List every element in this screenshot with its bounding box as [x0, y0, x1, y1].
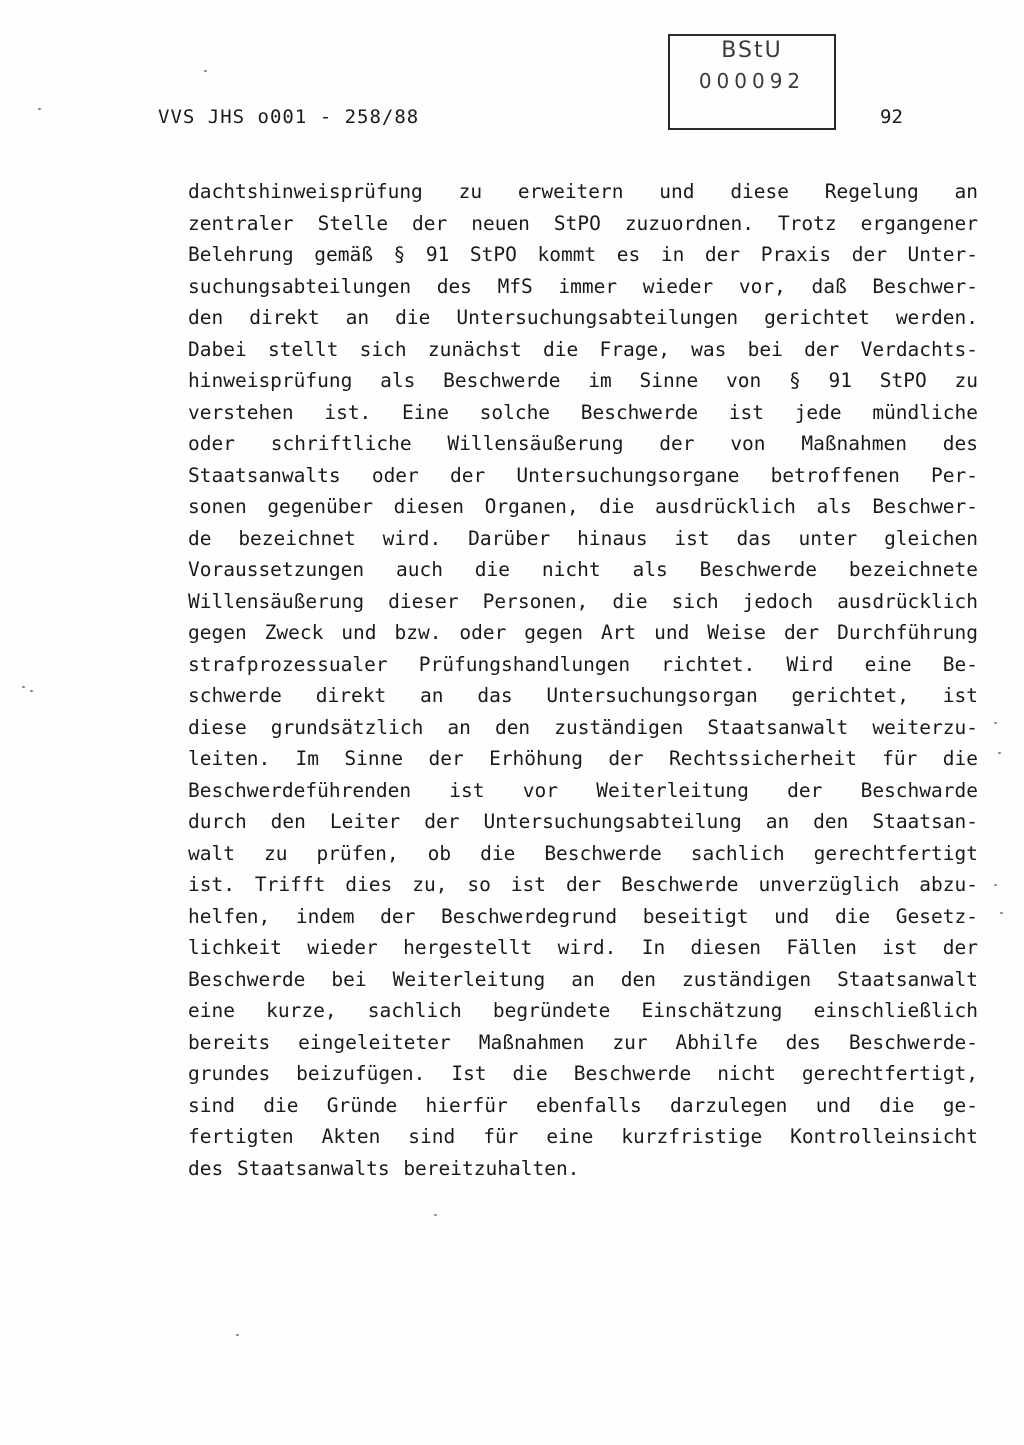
scan-speck — [38, 108, 41, 110]
text-line: helfen, indem der Beschwerdegrund beseitigt und die Gesetz- — [188, 904, 978, 928]
text-line: schwerde direkt an das Untersuchungsorgan gerichtet, ist — [188, 684, 978, 707]
text-line: lichkeit wieder hergestellt wird. In diesen Fällen ist der — [188, 936, 978, 959]
text-line: strafprozessualer Prüfungshandlungen richtet. Wird eine Be- — [188, 652, 978, 676]
scan-speck — [994, 884, 997, 886]
text-line: Voraussetzungen auch die nicht als Beschwerde bezeichnete — [188, 558, 978, 581]
text-line: Belehrung gemäß § 91 StPO kommt es in der Praxis der Unter- — [188, 243, 978, 266]
scan-speck — [204, 70, 207, 72]
text-line: zentraler Stelle der neuen StPO zuzuordnen. Trotz ergangener — [188, 211, 978, 235]
text-line: ist. Trifft dies zu, so ist der Beschwerde unverzüglich abzu- — [188, 873, 978, 896]
scan-speck — [236, 1334, 239, 1336]
text-line: sonen gegenüber diesen Organen, die ausdrücklich als Beschwer- — [188, 495, 978, 518]
text-line: des Staatsanwalts bereitzuhalten. — [188, 1156, 580, 1180]
scan-speck — [1000, 912, 1003, 914]
stamp-number: 000092 — [698, 69, 806, 93]
scan-speck — [998, 752, 1001, 754]
text-line: durch den Leiter der Untersuchungsabteilung an den Staatsan- — [188, 810, 978, 833]
text-line: den direkt an die Untersuchungsabteilungen gerichtet werden. — [188, 306, 978, 329]
page-number: 92 — [880, 106, 903, 128]
text-line: fertigten Akten sind für eine kurzfristige Kontrolleinsicht — [188, 1125, 978, 1148]
text-line: de bezeichnet wird. Darüber hinaus ist das unter gleichen — [188, 526, 978, 550]
scan-speck — [434, 1214, 437, 1216]
body-text — [188, 176, 978, 1184]
text-line: dachtshinweisprüfung zu erweitern und diese Regelung an — [188, 180, 978, 203]
stamp-title: BStU — [721, 38, 783, 63]
scan-speck — [30, 690, 33, 692]
text-line: Beschwerde bei Weiterleitung an den zuständigen Staatsanwalt — [188, 967, 978, 991]
text-line: Willensäußerung dieser Personen, die sich jedoch ausdrücklich — [188, 589, 978, 613]
text-line: leiten. Im Sinne der Erhöhung der Rechtssicherheit für die — [188, 747, 978, 770]
document-reference: VVS JHS o001 - 258/88 — [158, 106, 420, 128]
text-line: hinweisprüfung als Beschwerde im Sinne von § 91 StPO zu — [188, 369, 978, 392]
text-line: sind die Gründe hierfür ebenfalls darzulegen und die ge- — [188, 1093, 978, 1117]
text-line: verstehen ist. Eine solche Beschwerde ist jede mündliche — [188, 400, 978, 424]
text-line: walt zu prüfen, ob die Beschwerde sachlich gerechtfertigt — [188, 841, 978, 865]
text-line: grundes beizufügen. Ist die Beschwerde nicht gerechtfertigt, — [188, 1062, 978, 1085]
text-line: Staatsanwalts oder der Untersuchungsorgane betroffenen Per- — [188, 463, 978, 487]
text-line: Beschwerdeführenden ist vor Weiterleitung der Beschwarde — [188, 778, 978, 802]
scan-speck — [994, 722, 997, 724]
text-line: gegen Zweck und bzw. oder gegen Art und Weise der Durchführung — [188, 621, 978, 644]
text-line: Dabei stellt sich zunächst die Frage, was bei der Verdachts- — [188, 337, 978, 361]
text-line: diese grundsätzlich an den zuständigen Staatsanwalt weiterzu- — [188, 715, 978, 739]
text-line: suchungsabteilungen des MfS immer wieder vor, daß Beschwer- — [188, 274, 978, 298]
text-line: eine kurze, sachlich begründete Einschätzung einschließlich — [188, 999, 978, 1022]
archive-stamp — [668, 34, 836, 130]
text-line: bereits eingeleiteter Maßnahmen zur Abhilfe des Beschwerde- — [188, 1030, 978, 1054]
text-line: oder schriftliche Willensäußerung der von Maßnahmen des — [188, 432, 978, 455]
scan-speck — [22, 686, 25, 688]
